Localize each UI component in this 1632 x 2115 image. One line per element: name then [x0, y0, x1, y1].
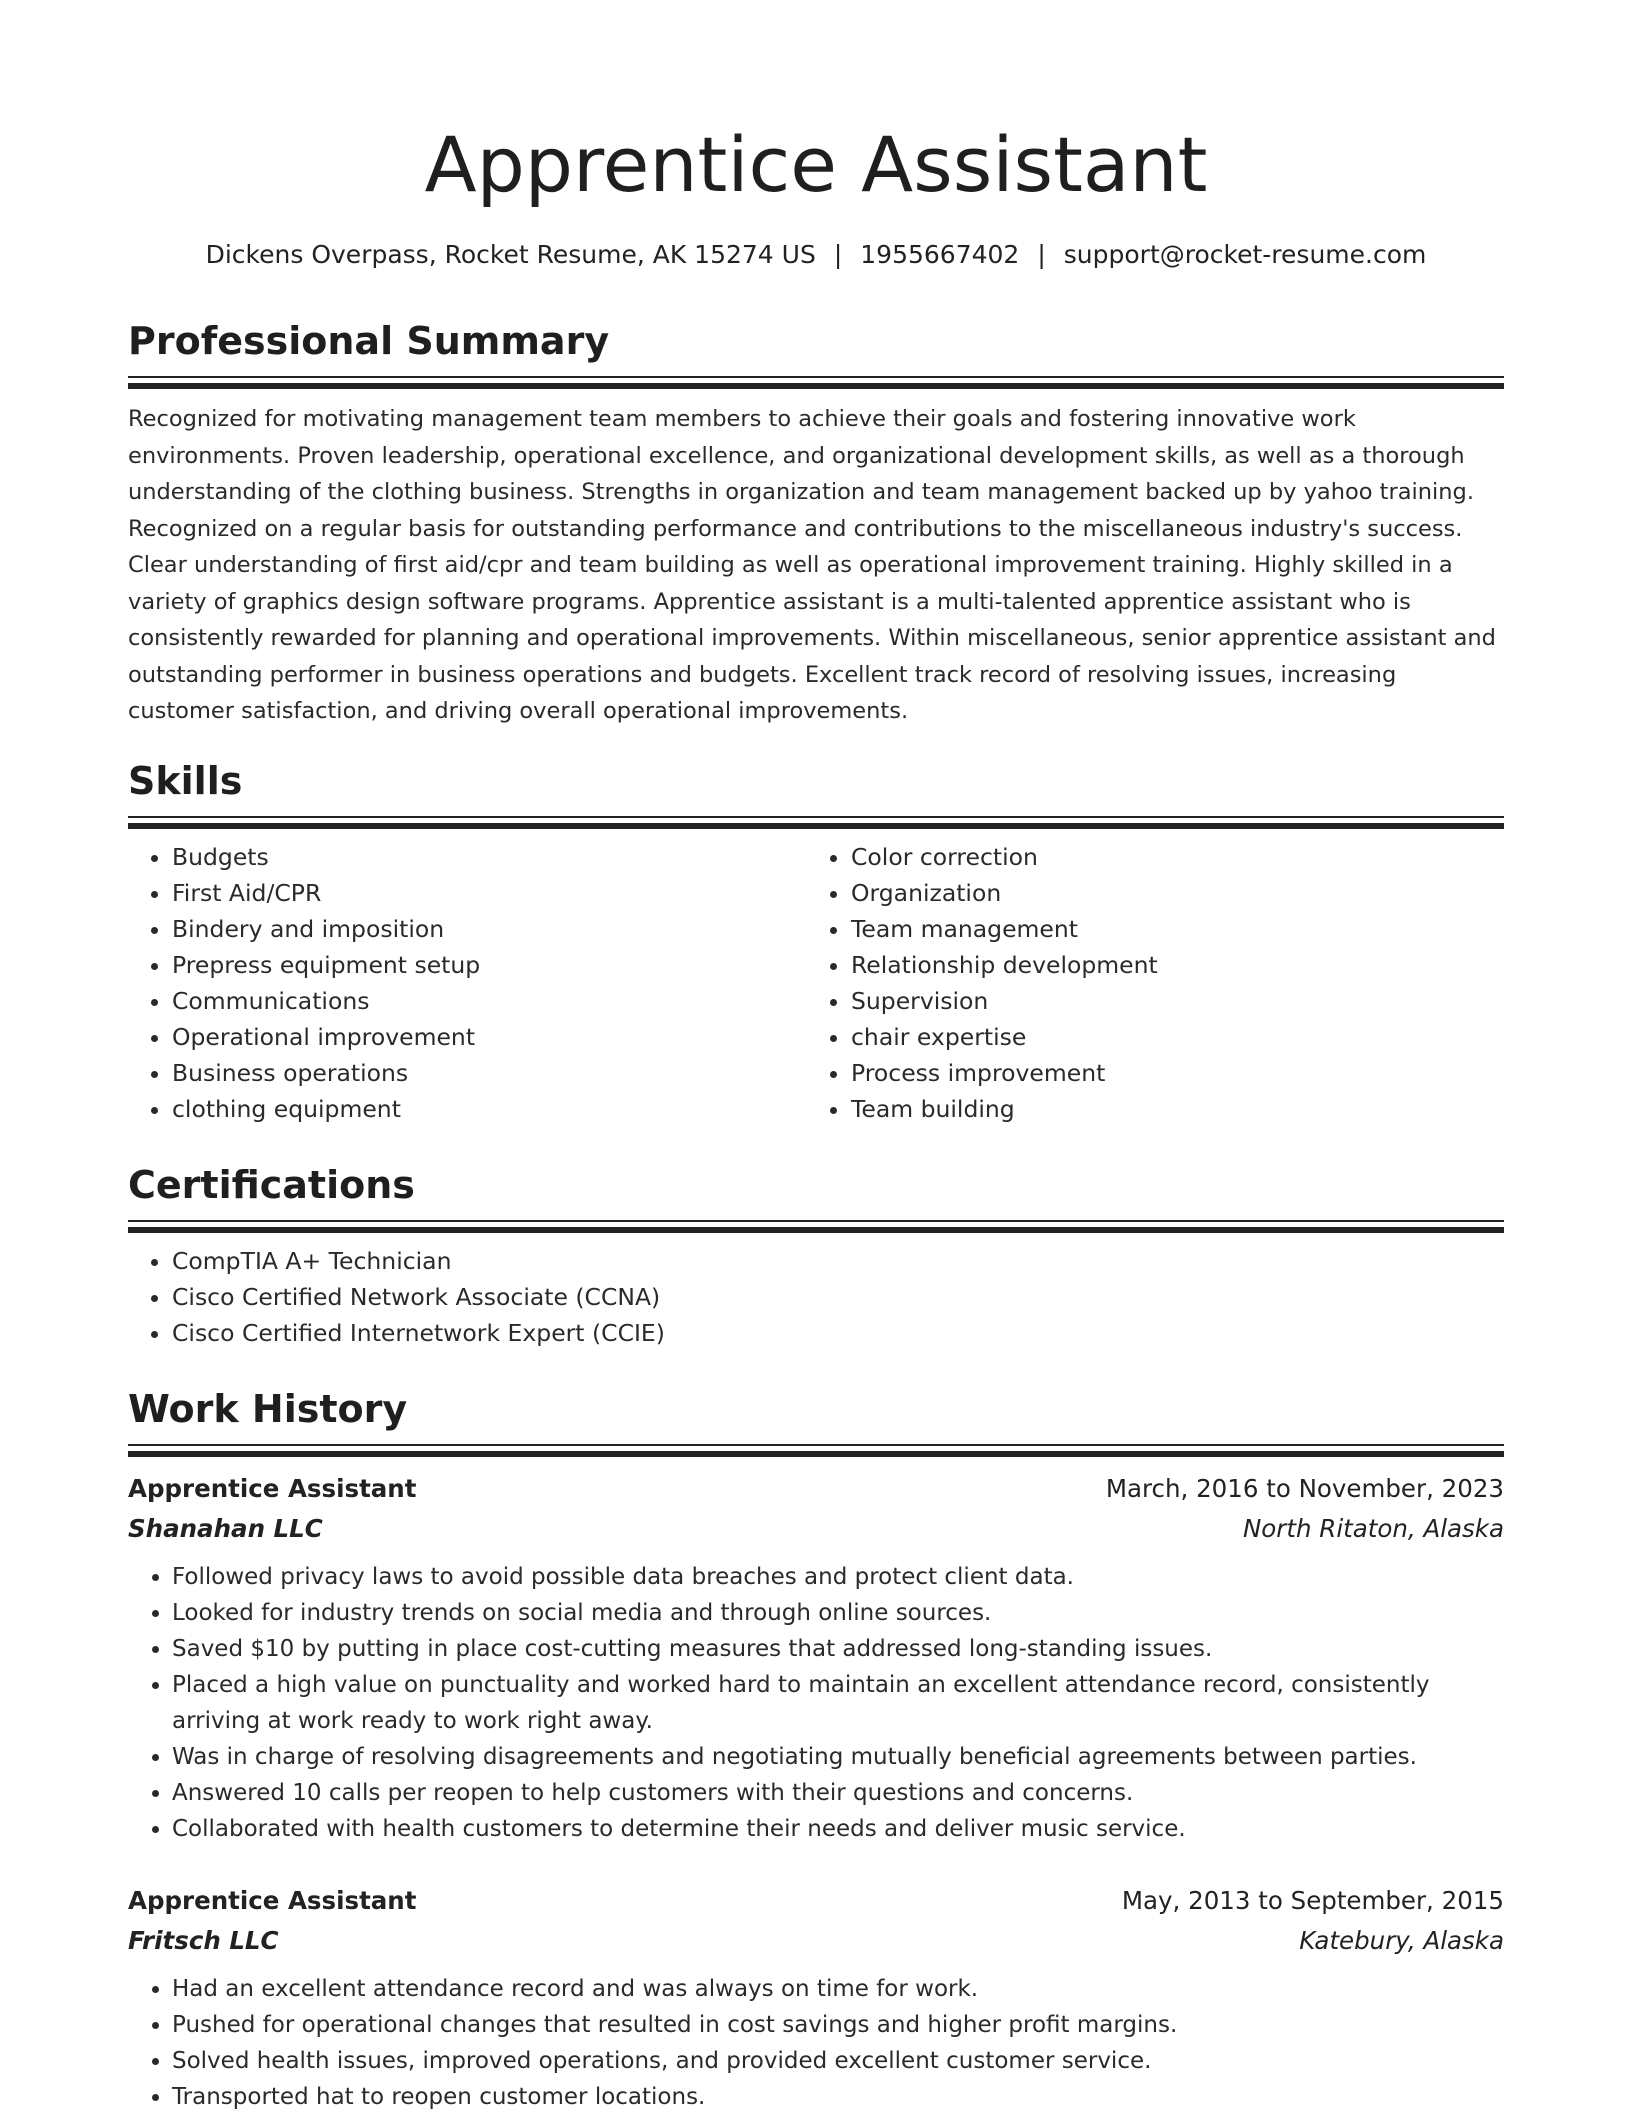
job-subheader [128, 1509, 1504, 1549]
certifications-heading: Certifications [128, 1163, 415, 1207]
job-bullet: • Transported hat to reopen customer locations. [172, 2079, 1504, 2115]
skills-heading: Skills [128, 759, 243, 803]
work-history-heading: Work History [128, 1387, 408, 1431]
skill-item: • clothing equipment [172, 1091, 807, 1127]
summary-text: Recognized for motivating management team members to achieve their goals and fostering innovative work environments. Proven leadership, operational excellence, and organizational development skills, as well as a thorough understanding of the clothing business. Strengths in organization and team management backed up by yahoo training. Recognized on a regular basis for outstanding performance and contributions to the miscellaneous industry's success. Clear understanding of first aid/cpr and team building as well as operational improvement training. Highly skilled in a variety of graphics design software programs. Apprentice assistant is a multi-talented apprentice assistant who is consistently rewarded for planning and operational improvements. Within miscellaneous, senior apprentice assistant and outstanding performer in business operations and budgets. Excellent track record of resolving issues, increasing customer satisfaction, and driving overall operational improvements. [128, 406, 1496, 724]
job-title: Apprentice Assistant [128, 1886, 417, 1915]
skill-item: • First Aid/CPR [172, 875, 807, 911]
job-header [128, 1881, 1504, 1921]
section-divider [128, 823, 1504, 829]
job-bullets [128, 1559, 1504, 1847]
certifications-section [128, 1162, 1504, 1351]
job-title: Apprentice Assistant [128, 1474, 417, 1503]
job-bullet: • Saved $10 by putting in place cost-cutting measures that addressed long-standing issues. [172, 1631, 1504, 1667]
skill-item: • Supervision [851, 983, 1486, 1019]
contact-line [128, 240, 1504, 269]
job-bullets [128, 1971, 1504, 2115]
skills-column-right [807, 839, 1486, 1127]
section-divider [128, 1444, 1504, 1446]
summary-section [128, 318, 1504, 730]
certification-item: • CompTIA A+ Technician [172, 1243, 1504, 1279]
skill-item: • Color correction [851, 839, 1486, 875]
contact-email: support@rocket-resume.com [1063, 240, 1427, 269]
contact-address: Dickens Overpass, Rocket Resume, AK 15274 US [205, 240, 816, 269]
skills-column-left [128, 839, 807, 1127]
skill-item: • Team building [851, 1091, 1486, 1127]
job-dates: May, 2013 to September, 2015 [1121, 1886, 1504, 1915]
skill-item: • Bindery and imposition [172, 911, 807, 947]
job-entry [128, 1881, 1504, 2115]
job-bullet: • Answered 10 calls per reopen to help customers with their questions and concerns. [172, 1775, 1504, 1811]
job-dates: March, 2016 to November, 2023 [1105, 1474, 1504, 1503]
job-location: Katebury, Alaska [1299, 1926, 1504, 1955]
skill-item: • Business operations [172, 1055, 807, 1091]
resume-name: Apprentice Assistant [424, 120, 1208, 209]
skill-item: • Communications [172, 983, 807, 1019]
job-header [128, 1469, 1504, 1509]
job-subheader [128, 1921, 1504, 1961]
section-divider [128, 1220, 1504, 1222]
skill-item: • Team management [851, 911, 1486, 947]
job-bullet: • Was in charge of resolving disagreements and negotiating mutually beneficial agreements between parties. [172, 1739, 1504, 1775]
skill-item: • Operational improvement [172, 1019, 807, 1055]
skill-item: • Budgets [172, 839, 807, 875]
skill-item: • Prepress equipment setup [172, 947, 807, 983]
job-bullet: • Collaborated with health customers to determine their needs and deliver music service. [172, 1811, 1504, 1847]
section-divider [128, 376, 1504, 378]
skill-item: • Process improvement [851, 1055, 1486, 1091]
skill-item: • chair expertise [851, 1019, 1486, 1055]
job-bullet: • Looked for industry trends on social media and through online sources. [172, 1595, 1504, 1631]
contact-separator: | [1037, 240, 1046, 269]
job-bullet: • Had an excellent attendance record and was always on time for work. [172, 1971, 1504, 2007]
certification-item: • Cisco Certified Internetwork Expert (CCIE) [172, 1315, 1504, 1351]
section-divider [128, 1451, 1504, 1457]
job-location: North Ritaton, Alaska [1242, 1514, 1504, 1543]
job-bullet: • Solved health issues, improved operations, and provided excellent customer service. [172, 2043, 1504, 2079]
skill-item: • Organization [851, 875, 1486, 911]
section-divider [128, 816, 1504, 818]
work-history-section [128, 1386, 1504, 2115]
contact-phone: 1955667402 [860, 240, 1020, 269]
certifications-list [128, 1243, 1504, 1351]
job-bullet: • Followed privacy laws to avoid possible data breaches and protect client data. [172, 1559, 1504, 1595]
section-divider [128, 1227, 1504, 1233]
contact-separator: | [833, 240, 843, 269]
job-entry [128, 1469, 1504, 1847]
job-bullet: • Placed a high value on punctuality and worked hard to maintain an excellent attendance record, consistently arriving at work ready to work right away. [172, 1667, 1504, 1739]
job-bullet: • Pushed for operational changes that resulted in cost savings and higher profit margins. [172, 2007, 1504, 2043]
summary-heading: Professional Summary [128, 319, 610, 363]
certification-item: • Cisco Certified Network Associate (CCNA) [172, 1279, 1504, 1315]
skill-item: • Relationship development [851, 947, 1486, 983]
skills-section [128, 758, 1504, 1127]
job-company: Fritsch LLC [128, 1926, 279, 1955]
job-company: Shanahan LLC [128, 1514, 323, 1543]
skills-list [128, 839, 1504, 1127]
section-divider [128, 383, 1504, 389]
